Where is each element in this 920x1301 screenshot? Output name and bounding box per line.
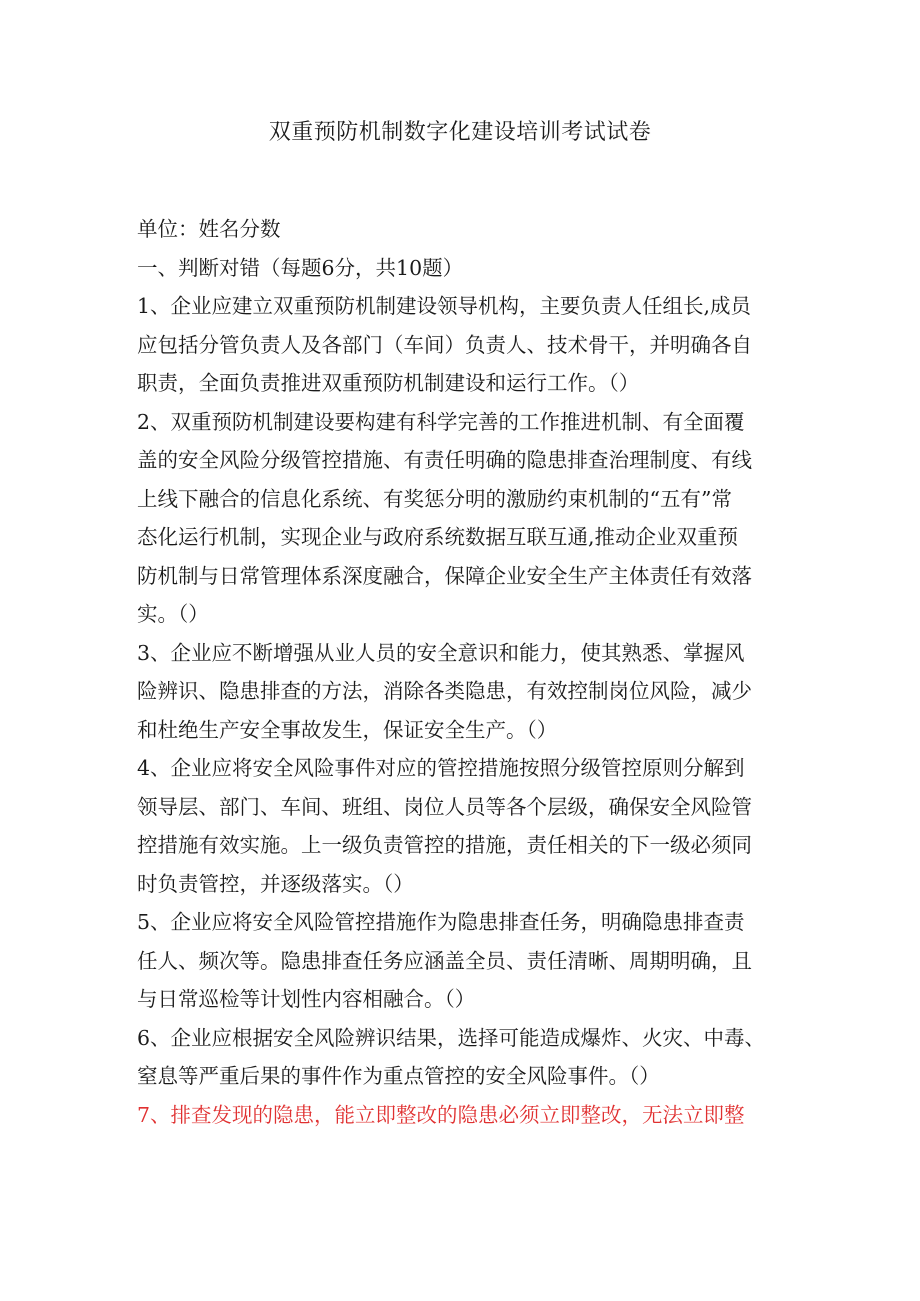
question-line: 6、企业应根据安全风险辨识结果，选择可能造成爆炸、火灾、中毒、 — [137, 1025, 766, 1050]
question-line: 3、企业应不断增强从业人员的安全意识和能力，使其熟悉、掌握风 — [137, 640, 745, 665]
question-line: 时负责管控，并逐级落实。（） — [137, 871, 414, 896]
question-3 — [137, 634, 797, 750]
section-heading: 一、判断对错（每题6分，共10题） — [137, 255, 464, 280]
question-line: 实。（） — [137, 602, 209, 626]
question-line: 1、企业应建立双重预防机制建设领导机构，主要负责人任组长,成员 — [137, 294, 752, 318]
question-line-highlighted: 7、排查发现的隐患，能立即整改的隐患必须立即整改，无法立即整 — [137, 1102, 745, 1127]
question-line: 控措施有效实施。上一级负责管控的措施，责任相关的下一级必须同 — [137, 833, 752, 857]
question-5 — [137, 903, 797, 1019]
question-line: 和杜绝生产安全事故发生，保证安全生产。（） — [137, 717, 558, 742]
question-line: 4、企业应将安全风险事件对应的管控措施按照分级管控原则分解到 — [137, 756, 745, 780]
question-line: 险辨识、隐患排查的方法，消除各类隐患，有效控制岗位风险，减少 — [137, 679, 752, 703]
question-7 — [137, 1096, 797, 1135]
header-line: 单位：姓名分数 — [137, 217, 281, 241]
question-line: 与日常巡检等计划性内容相融合。（） — [137, 987, 476, 1011]
question-line: 窒息等严重后果的事件作为重点管控的安全风险事件。（） — [137, 1064, 660, 1088]
document-title: 双重预防机制数字化建设培训考试试卷 — [268, 120, 652, 145]
question-2 — [137, 403, 797, 634]
document-body — [137, 210, 797, 1134]
question-line: 应包括分管负责人及各部门（车间）负责人、技术骨干，并明确各自 — [137, 332, 752, 357]
question-line: 态化运行机制，实现企业与政府系统数据互联互通,推动企业双重预 — [137, 525, 739, 549]
question-6 — [137, 1019, 797, 1096]
question-1 — [137, 287, 797, 403]
question-line: 领导层、部门、车间、班组、岗位人员等各个层级，确保安全风险管 — [137, 794, 752, 819]
question-line: 盖的安全风险分级管控措施、有责任明确的隐患排查治理制度、有线 — [137, 448, 752, 472]
question-line: 2、双重预防机制建设要构建有科学完善的工作推进机制、有全面覆 — [137, 409, 745, 434]
question-line: 职责，全面负责推进双重预防机制建设和运行工作。（） — [137, 371, 640, 395]
question-line: 上线下融合的信息化系统、有奖惩分明的激励约束机制的“五有”常 — [137, 486, 732, 511]
question-line: 防机制与日常管理体系深度融合，保障企业安全生产主体责任有效落 — [137, 563, 752, 588]
question-line: 5、企业应将安全风险管控措施作为隐患排查任务，明确隐患排查责 — [137, 910, 745, 934]
question-line: 任人、频次等。隐患排查任务应涵盖全员、责任清晰、周期明确，且 — [137, 948, 752, 973]
question-4 — [137, 749, 797, 903]
